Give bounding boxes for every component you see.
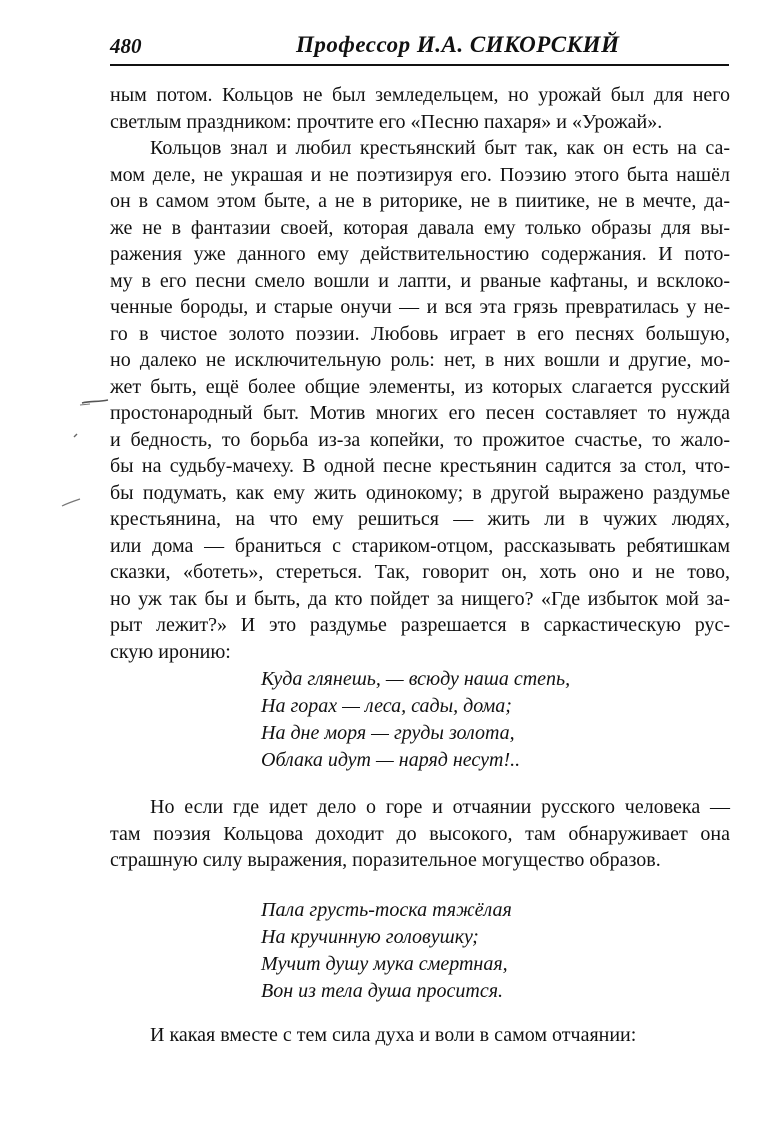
text-line: ченные бороды, и старые онучи — и вся эта грязь превратилась у не- <box>110 296 730 318</box>
text-line: и бедность, то борьба из-за копейки, то прожитое счастье, то жало- <box>110 428 730 451</box>
text-line: мом деле, не украшая и не поэтизируя его. Поэзию этого быта нашёл <box>110 163 730 186</box>
verse-line: На дне моря — груды золота, <box>261 722 515 744</box>
verse-2 <box>261 897 512 1005</box>
verse-1 <box>261 666 570 774</box>
text-line: жет быть, ещё более общие элементы, из которых слагается русский <box>110 375 730 398</box>
verse-line: Мучит душу мука смертная, <box>261 953 508 975</box>
verse-line: На кручинную головушку; <box>261 926 479 948</box>
header-rule <box>110 64 729 66</box>
text-line: крестьянина, на что ему решиться — жить ли в чужих людях, <box>110 508 730 530</box>
text-line: но уж так бы и быть, да кто пойдет за нищего? «Где избыток мой за- <box>110 587 730 610</box>
text-line: бы подумать, как ему жить одинокому; в другой выражено раздумье <box>110 481 730 504</box>
text-line: но далеко не исключительную роль: нет, в них вошли и другие, мо- <box>110 349 730 371</box>
running-title: Профессор И.А. СИКОРСКИЙ <box>296 32 620 57</box>
verse-line: На горах — леса, сады, дома; <box>261 695 512 717</box>
text-line: же не в фантазии своей, которая давала ему только образы для вы- <box>110 216 730 239</box>
page-number: 480 <box>110 34 142 58</box>
text-line: страшную силу выражения, поразительное могущество образов. <box>110 849 661 871</box>
text-line: там поэзия Кольцова доходит до высокого, там обнаруживает она <box>110 822 730 845</box>
text-line: скую иронию: <box>110 640 231 663</box>
text-line: рыт лежит?» И это раздумье разрешается в саркастическую рус- <box>110 614 730 636</box>
main-text <box>110 82 730 665</box>
paragraph-4 <box>110 1022 730 1049</box>
text-line: простонародный быт. Мотив многих его песен составляет то нужда <box>110 402 730 424</box>
paragraph-3 <box>110 794 730 874</box>
verse-line: Вон из тела душа просится. <box>261 980 504 1002</box>
text-line: Но если где идет дело о горе и отчаянии русского человека — <box>150 796 730 818</box>
text-line: или дома — браниться с стариком-отцом, рассказывать ребятишкам <box>110 534 730 557</box>
text-line: ным потом. Кольцов не был земледельцем, но урожай был для него <box>110 84 730 106</box>
text-line: светлым праздником: прочтите его «Песню пахаря» и «Урожай». <box>110 110 663 133</box>
running-head <box>110 28 729 64</box>
text-line: И какая вместе с тем сила духа и воли в самом отчаянии: <box>150 1024 637 1046</box>
text-line: сказки, «ботеть», стереться. Так, говорит он, хоть оно и не тово, <box>110 561 730 583</box>
verse-line: Облака идут — наряд несут!.. <box>261 749 521 771</box>
paragraph-2 <box>110 135 730 665</box>
text-line: ражения уже данного ему действительностию содержания. И пото- <box>110 243 730 265</box>
verse-line: Куда глянешь, — всюду наша степь, <box>261 668 571 690</box>
text-line: бы на судьбу-мачеху. В одной песне крестьянин садится за стол, что- <box>110 455 730 477</box>
text-line: он в самом этом быте, а не в риторике, не в пиитике, не в мечте, да- <box>110 190 730 212</box>
text-line: го в чистое золото поэзии. Любовь играет в его песнях большую, <box>110 322 730 345</box>
margin-pencil-marks <box>60 390 110 520</box>
text-line: му в его песни смело вошли и лапти, и рваные кафтаны, и всклоко- <box>110 269 730 292</box>
paragraph-1 <box>110 82 730 135</box>
text-line: Кольцов знал и любил крестьянский быт так, как он есть на са- <box>150 137 730 159</box>
verse-line: Пала грусть-тоска тяжёлая <box>261 899 512 921</box>
